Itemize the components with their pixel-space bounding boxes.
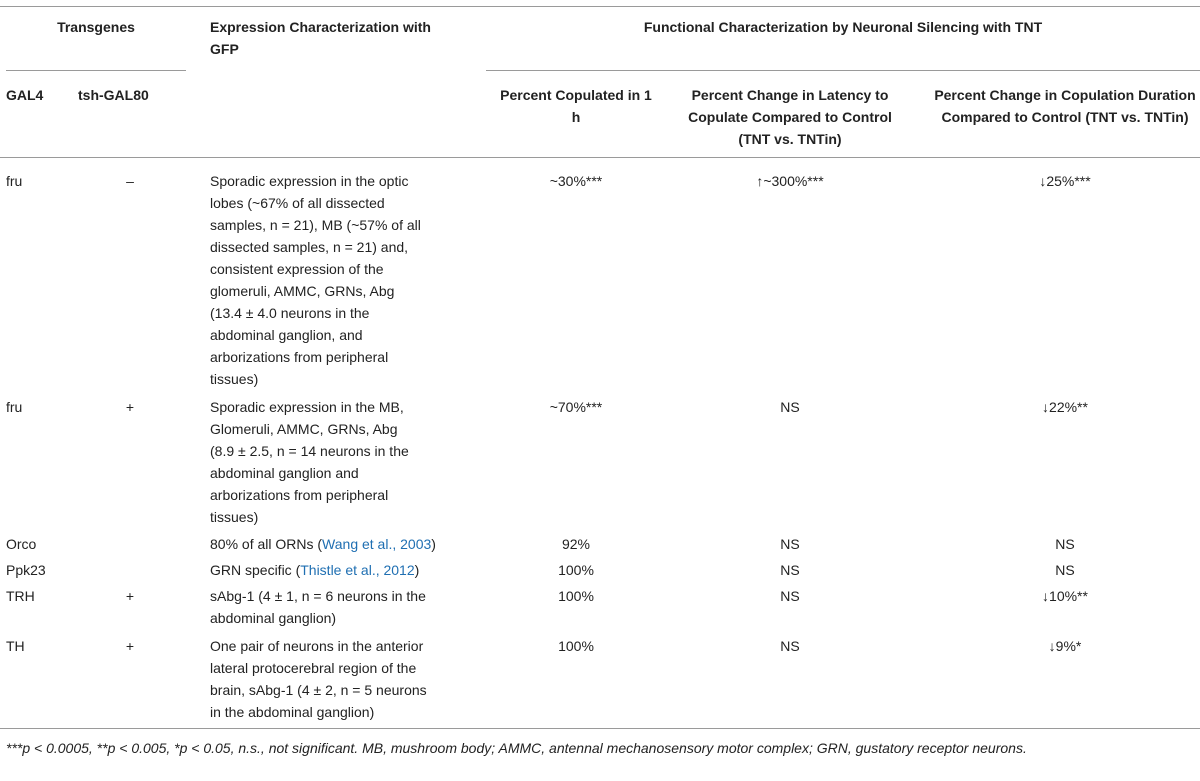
- expr-line: glomeruli, AMMC, GRNs, Abg: [210, 283, 395, 299]
- cell-duration: ↓25%***: [1039, 173, 1091, 189]
- expr-close: ): [414, 562, 420, 578]
- header-latency: Percent Change in Latency to Copulate Compared to Control (TNT vs. TNTin): [688, 87, 892, 147]
- cell-expression: [210, 585, 480, 629]
- cell-gal4: TH: [6, 638, 25, 654]
- header-duration: Percent Change in Copulation Duration Compared to Control (TNT vs. TNTin): [934, 87, 1196, 125]
- cell-latency: NS: [780, 562, 800, 578]
- cell-percent: 92%: [561, 536, 591, 552]
- cell-gal4: fru: [6, 399, 23, 415]
- expr-line: abdominal ganglion): [210, 610, 337, 626]
- expr-line: arborizations from peripheral: [210, 487, 389, 503]
- citation-link[interactable]: Wang et al., 2003: [322, 536, 432, 552]
- expr-line: (13.4 ± 4.0 neurons in the: [210, 305, 370, 321]
- expr-line: tissues): [210, 509, 259, 525]
- expr-line: abdominal ganglion and: [210, 465, 359, 481]
- top-rule: [0, 6, 1200, 7]
- cell-gal4: Orco: [6, 536, 37, 552]
- header-transgenes: Transgenes: [57, 19, 135, 35]
- cell-expression: [210, 533, 480, 555]
- expr-line: lateral protocerebral region of the: [210, 660, 417, 676]
- expr-text: 80% of all ORNs (: [210, 536, 323, 552]
- header-percent-copulated: Percent Copulated in 1 h: [500, 87, 652, 125]
- cell-gal4: fru: [6, 173, 23, 189]
- expr-line: dissected samples, n = 21) and,: [210, 239, 409, 255]
- table-bottom-rule: [0, 728, 1200, 729]
- cell-duration: ↓9%*: [1048, 638, 1082, 654]
- header-tsh-gal80: tsh-GAL80: [78, 87, 149, 103]
- cell-latency: NS: [780, 588, 800, 604]
- cell-expression: [210, 559, 480, 581]
- cell-expression: [210, 635, 480, 723]
- cell-latency: NS: [780, 638, 800, 654]
- citation-link[interactable]: Thistle et al., 2012: [300, 562, 415, 578]
- cell-gal4: Ppk23: [6, 562, 46, 578]
- cell-gal80: +: [125, 399, 135, 415]
- expr-line: One pair of neurons in the anterior: [210, 638, 424, 654]
- cell-duration: ↓22%**: [1042, 399, 1088, 415]
- transgenes-subrule: [6, 70, 186, 71]
- cell-gal80: –: [126, 173, 134, 189]
- expr-line: lobes (~67% of all dissected: [210, 195, 385, 211]
- header-expression: Expression Characterization with GFP: [210, 19, 431, 57]
- table-footnote: ***p < 0.0005, **p < 0.005, *p < 0.05, n.s., not significant. MB, mushroom body; AMMC, antennal mechanosensory motor complex; GRN, gustatory receptor neurons.: [6, 740, 1027, 756]
- expr-line: consistent expression of the: [210, 261, 384, 277]
- expr-line: in the abdominal ganglion): [210, 704, 375, 720]
- expr-line: sAbg-1 (4 ± 1, n = 6 neurons in the: [210, 588, 426, 604]
- cell-percent: 100%: [558, 562, 594, 578]
- cell-latency: NS: [780, 536, 800, 552]
- expr-line: Sporadic expression in the MB,: [210, 399, 404, 415]
- expr-line: Glomeruli, AMMC, GRNs, Abg: [210, 421, 398, 437]
- expr-line: Sporadic expression in the optic: [210, 173, 409, 189]
- expr-line: abdominal ganglion, and: [210, 327, 363, 343]
- cell-duration: NS: [1055, 536, 1075, 552]
- cell-expression: [210, 396, 480, 528]
- cell-duration: ↓10%**: [1042, 588, 1088, 604]
- expr-line: (8.9 ± 2.5, n = 14 neurons in the: [210, 443, 409, 459]
- cell-gal4: TRH: [6, 588, 35, 604]
- cell-percent: ~70%***: [549, 399, 603, 415]
- expr-line: tissues): [210, 371, 259, 387]
- header-functional: Functional Characterization by Neuronal Silencing with TNT: [643, 19, 1043, 35]
- cell-gal80: +: [125, 588, 135, 604]
- header-bottom-rule: [0, 157, 1200, 158]
- header-gal4: GAL4: [6, 87, 44, 103]
- cell-latency: ↑~300%***: [756, 173, 824, 189]
- expr-line: samples, n = 21), MB (~57% of all: [210, 217, 421, 233]
- cell-percent: 100%: [558, 638, 594, 654]
- expr-close: ): [431, 536, 436, 552]
- expr-line: arborizations from peripheral: [210, 349, 389, 365]
- cell-duration: NS: [1055, 562, 1075, 578]
- functional-subrule: [486, 70, 1200, 71]
- cell-gal80: +: [125, 638, 135, 654]
- cell-latency: NS: [780, 399, 800, 415]
- cell-expression: [210, 170, 480, 390]
- cell-percent: 100%: [558, 588, 594, 604]
- expr-line: brain, sAbg-1 (4 ± 2, n = 5 neurons: [210, 682, 427, 698]
- expr-text: GRN specific (: [210, 562, 301, 578]
- cell-percent: ~30%***: [549, 173, 603, 189]
